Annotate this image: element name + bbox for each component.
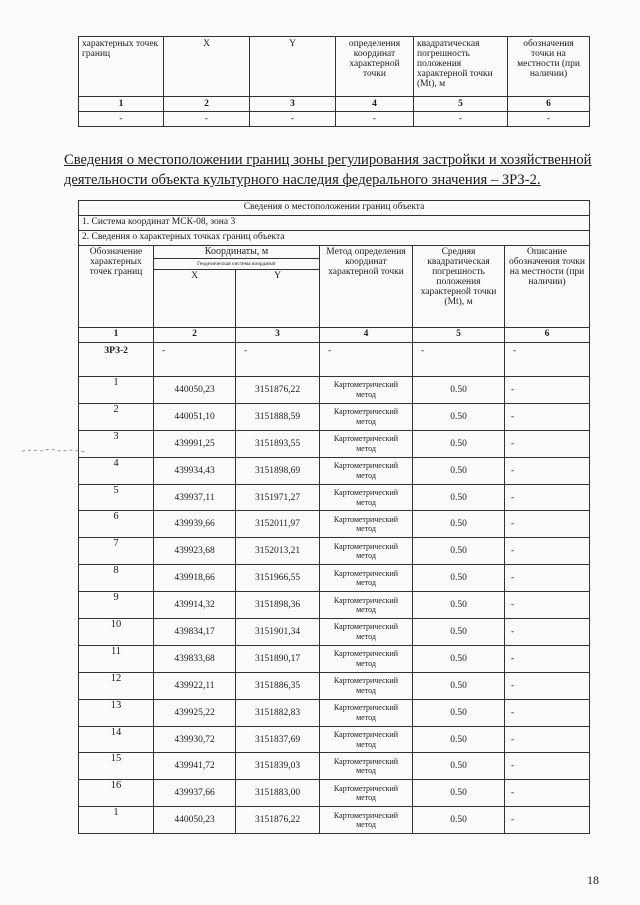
column-number: 3 [236, 328, 320, 343]
table-row [79, 565, 590, 592]
point-number: 15 [79, 753, 154, 780]
y-coordinate: 3151890,17 [236, 645, 320, 672]
header-cell: квадратическая погрешность положения характерной точки (Mt), м [414, 37, 508, 97]
point-number: 6 [79, 511, 154, 538]
header-cell-y: Y [250, 37, 336, 97]
column-number: 1 [79, 97, 164, 112]
method: Картометрический метод [320, 807, 413, 834]
x-coordinate: 439923,68 [154, 538, 236, 565]
description: - [505, 726, 590, 753]
error-value: 0.50 [413, 377, 505, 404]
error-value: 0.50 [413, 753, 505, 780]
y-coordinate: 3152011,97 [236, 511, 320, 538]
method: Картометрический метод [320, 511, 413, 538]
method: Картометрический метод [320, 645, 413, 672]
method: Картометрический метод [320, 780, 413, 807]
method: Картометрический метод [320, 457, 413, 484]
column-number: 6 [508, 97, 590, 112]
header-cell: обозначения точки на местности (при наличии) [508, 37, 590, 97]
x-coordinate: 439937,11 [154, 484, 236, 511]
zone-description: - [505, 343, 590, 377]
description: - [505, 780, 590, 807]
section-heading: Сведения о местоположении границ зоны регулирования застройки и хозяйственной деятельности объекта культурного наследия федерального значения – ЗРЗ-2. [64, 152, 592, 188]
point-number: 12 [79, 672, 154, 699]
header-row [79, 246, 590, 259]
description: - [505, 403, 590, 430]
table-row [79, 645, 590, 672]
x-coordinate: 439930,72 [154, 726, 236, 753]
column-number: 3 [250, 97, 336, 112]
description: - [505, 430, 590, 457]
description: - [505, 592, 590, 619]
x-coordinate: 439914,32 [154, 592, 236, 619]
point-number: 4 [79, 457, 154, 484]
dash-cell: - [79, 112, 164, 127]
table-row [79, 780, 590, 807]
table-title-row [79, 201, 590, 216]
method: Картометрический метод [320, 699, 413, 726]
error-value: 0.50 [413, 403, 505, 430]
error-value: 0.50 [413, 430, 505, 457]
y-header: Y [236, 270, 320, 328]
point-number: 10 [79, 619, 154, 646]
x-coordinate: 439934,43 [154, 457, 236, 484]
method: Картометрический метод [320, 377, 413, 404]
points-info-row [79, 231, 590, 246]
column-number-row [79, 328, 590, 343]
method: Картометрический метод [320, 430, 413, 457]
error-value: 0.50 [413, 672, 505, 699]
zone-row [79, 343, 590, 377]
error-value: 0.50 [413, 565, 505, 592]
x-coordinate: 439937,66 [154, 780, 236, 807]
point-rows [79, 377, 590, 834]
zone-name: ЗРЗ-2 [79, 343, 154, 377]
x-header: X [154, 270, 236, 328]
y-coordinate: 3152013,21 [236, 538, 320, 565]
point-number: 5 [79, 484, 154, 511]
table-row [79, 726, 590, 753]
y-coordinate: 3151839,03 [236, 753, 320, 780]
column-number: 2 [164, 97, 250, 112]
error-value: 0.50 [413, 780, 505, 807]
y-coordinate: 3151837,69 [236, 726, 320, 753]
description: - [505, 511, 590, 538]
method: Картометрический метод [320, 565, 413, 592]
column-number-row [79, 97, 590, 112]
column-number: 6 [505, 328, 590, 343]
description: - [505, 753, 590, 780]
table-header-row [79, 37, 590, 97]
point-number: 9 [79, 592, 154, 619]
header-cell-x: X [164, 37, 250, 97]
scan-artifact [20, 445, 90, 455]
coordinate-system: 1. Система координат МСК-08, зона 3 [79, 216, 590, 231]
error-value: 0.50 [413, 538, 505, 565]
x-coordinate: 440050,23 [154, 377, 236, 404]
dash-cell: - [414, 112, 508, 127]
y-coordinate: 3151966,55 [236, 565, 320, 592]
point-number: 16 [79, 780, 154, 807]
y-coordinate: 3151888,59 [236, 403, 320, 430]
point-number: 13 [79, 699, 154, 726]
column-number: 5 [413, 328, 505, 343]
method: Картометрический метод [320, 753, 413, 780]
header-cell: характерных точек границ [79, 37, 164, 97]
points-info-title: 2. Сведения о характерных точках границ объекта [79, 231, 590, 246]
description: - [505, 645, 590, 672]
y-coordinate: 3151876,22 [236, 377, 320, 404]
method: Картометрический метод [320, 403, 413, 430]
x-coordinate: 439833,68 [154, 645, 236, 672]
zone-error: - [413, 343, 505, 377]
method: Картометрический метод [320, 592, 413, 619]
dash-row [79, 112, 590, 127]
zone-method: - [320, 343, 413, 377]
geo-system-header: Геодезическая система координат [154, 259, 320, 270]
table-title: Сведения о местоположении границ объекта [79, 201, 590, 216]
error-value: 0.50 [413, 511, 505, 538]
designation-header: Обозначение характерных точек границ [79, 246, 154, 328]
error-header: Средняя квадратическая погрешность положения характерной точки (Mt), м [413, 246, 505, 328]
table-row [79, 484, 590, 511]
point-number: 1 [79, 807, 154, 834]
x-coordinate: 439941,72 [154, 753, 236, 780]
method: Картометрический метод [320, 484, 413, 511]
method: Картометрический метод [320, 672, 413, 699]
description: - [505, 484, 590, 511]
method: Картометрический метод [320, 538, 413, 565]
description: - [505, 619, 590, 646]
point-number: 1 [79, 377, 154, 404]
x-coordinate: 439925,22 [154, 699, 236, 726]
y-coordinate: 3151893,55 [236, 430, 320, 457]
y-coordinate: 3151876,22 [236, 807, 320, 834]
dash-cell: - [164, 112, 250, 127]
table-row [79, 807, 590, 834]
dash-cell: - [250, 112, 336, 127]
method: Картометрический метод [320, 619, 413, 646]
point-number: 3 [79, 430, 154, 457]
y-coordinate: 3151901,34 [236, 619, 320, 646]
coordinates-header: Координаты, м [154, 246, 320, 259]
description-header: Описание обозначения точки на местности (при наличии) [505, 246, 590, 328]
table-row [79, 753, 590, 780]
point-number: 14 [79, 726, 154, 753]
x-coordinate: 439918,66 [154, 565, 236, 592]
description: - [505, 807, 590, 834]
y-coordinate: 3151882,83 [236, 699, 320, 726]
coordinate-system-row [79, 216, 590, 231]
description: - [505, 699, 590, 726]
error-value: 0.50 [413, 457, 505, 484]
table-row [79, 699, 590, 726]
table-row [79, 538, 590, 565]
table-row [79, 511, 590, 538]
zone-x: - [154, 343, 236, 377]
point-number: 8 [79, 565, 154, 592]
x-coordinate: 439939,66 [154, 511, 236, 538]
table-row [79, 403, 590, 430]
y-coordinate: 3151898,36 [236, 592, 320, 619]
error-value: 0.50 [413, 592, 505, 619]
table-row [79, 619, 590, 646]
error-value: 0.50 [413, 484, 505, 511]
description: - [505, 538, 590, 565]
x-coordinate: 439991,25 [154, 430, 236, 457]
continued-points-table [78, 36, 590, 127]
y-coordinate: 3151886,35 [236, 672, 320, 699]
table-row [79, 592, 590, 619]
point-number: 2 [79, 403, 154, 430]
zone-y: - [236, 343, 320, 377]
table-row [79, 430, 590, 457]
header-cell: определения координат характерной точки [336, 37, 414, 97]
description: - [505, 457, 590, 484]
error-value: 0.50 [413, 699, 505, 726]
dash-cell: - [336, 112, 414, 127]
column-number: 4 [336, 97, 414, 112]
x-coordinate: 440051,10 [154, 403, 236, 430]
boundary-points-table [78, 200, 590, 834]
table-row [79, 377, 590, 404]
table-row [79, 672, 590, 699]
y-coordinate: 3151883,00 [236, 780, 320, 807]
description: - [505, 377, 590, 404]
error-value: 0.50 [413, 726, 505, 753]
method: Картометрический метод [320, 726, 413, 753]
error-value: 0.50 [413, 807, 505, 834]
dash-cell: - [508, 112, 590, 127]
column-number: 4 [320, 328, 413, 343]
point-number: 7 [79, 538, 154, 565]
y-coordinate: 3151898,69 [236, 457, 320, 484]
description: - [505, 672, 590, 699]
column-number: 5 [414, 97, 508, 112]
y-coordinate: 3151971,27 [236, 484, 320, 511]
x-coordinate: 439834,17 [154, 619, 236, 646]
page-number: 18 [587, 873, 599, 887]
method-header: Метод определения координат характерной точки [320, 246, 413, 328]
column-number: 2 [154, 328, 236, 343]
error-value: 0.50 [413, 645, 505, 672]
error-value: 0.50 [413, 619, 505, 646]
description: - [505, 565, 590, 592]
x-coordinate: 440050,23 [154, 807, 236, 834]
point-number: 11 [79, 645, 154, 672]
column-number: 1 [79, 328, 154, 343]
table-row [79, 457, 590, 484]
x-coordinate: 439922,11 [154, 672, 236, 699]
